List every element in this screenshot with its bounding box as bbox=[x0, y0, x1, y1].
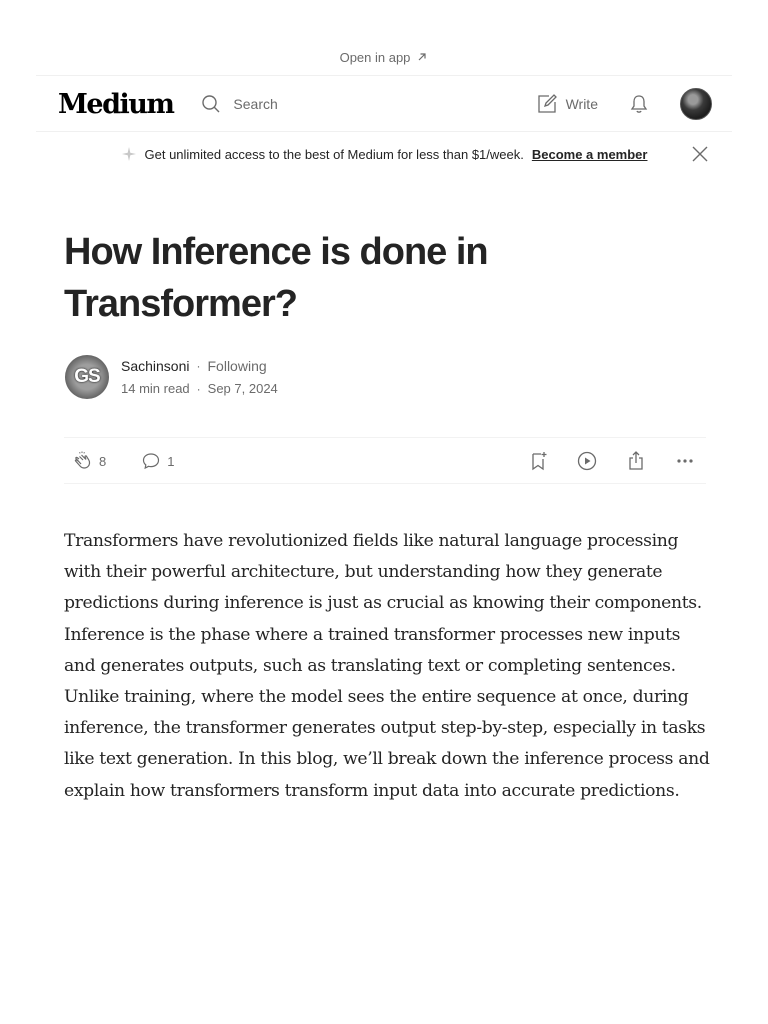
responses-button[interactable] bbox=[140, 450, 174, 472]
clap-count: 8 bbox=[99, 453, 107, 469]
article-title: How Inference is done in Transformer? bbox=[64, 231, 488, 325]
open-in-app-label: Open in app bbox=[339, 49, 411, 65]
write-button[interactable] bbox=[536, 93, 598, 115]
author-avatar[interactable]: GS bbox=[65, 355, 109, 399]
close-icon[interactable] bbox=[690, 144, 710, 164]
following-button[interactable]: Following bbox=[207, 358, 267, 374]
share-icon[interactable] bbox=[625, 450, 647, 472]
clap-icon bbox=[72, 450, 94, 472]
clap-button[interactable] bbox=[72, 450, 106, 472]
become-member-link[interactable]: Become a member bbox=[531, 146, 648, 162]
separator-dot: · bbox=[196, 359, 201, 373]
more-icon[interactable] bbox=[674, 450, 696, 472]
notifications-button[interactable] bbox=[628, 93, 650, 115]
banner-text: Get unlimited access to the best of Medium for less than $1/week. bbox=[144, 146, 524, 162]
article-actions-bar bbox=[64, 446, 706, 476]
arrow-up-right-icon bbox=[416, 51, 428, 63]
bookmark-icon[interactable] bbox=[527, 450, 549, 472]
separator-dot: · bbox=[196, 381, 201, 396]
article-body-paragraph: Transformers have revolutionized fields like natural language processing with their powerful architecture, but understanding how they generate predictions during inference is just as crucial as knowing their components. Inference is the phase where a trained transformer processes new inputs and generates outputs, such as translating text or completing sentences. Unlike training, where the model sees the entire sequence at once, during inference, the transformer generates output step-by-step, especially in tasks like text generation. In this blog, we’ll break down the inference process and explain how transformers transform input data into accurate predictions. bbox=[64, 531, 710, 801]
open-in-app-link[interactable] bbox=[0, 44, 768, 70]
search-input[interactable] bbox=[201, 94, 277, 114]
author-name[interactable]: Sachinsoni bbox=[121, 358, 190, 374]
medium-logo[interactable]: Medium bbox=[58, 88, 174, 120]
response-count: 1 bbox=[167, 453, 175, 469]
publish-date: Sep 7, 2024 bbox=[207, 381, 278, 396]
actions-bottom-divider bbox=[64, 483, 706, 484]
user-avatar[interactable] bbox=[680, 88, 712, 120]
search-placeholder: Search bbox=[233, 96, 278, 112]
actions-top-divider bbox=[64, 437, 706, 438]
bell-icon bbox=[628, 93, 650, 115]
top-navbar bbox=[36, 78, 732, 130]
membership-banner bbox=[0, 140, 768, 168]
author-block bbox=[65, 355, 278, 399]
edit-icon bbox=[536, 93, 558, 115]
top-divider bbox=[36, 75, 732, 76]
play-icon[interactable] bbox=[576, 450, 598, 472]
write-label: Write bbox=[565, 96, 598, 112]
read-time: 14 min read bbox=[121, 381, 190, 396]
search-icon bbox=[201, 94, 221, 114]
sparkle-icon bbox=[121, 146, 137, 162]
comment-icon bbox=[140, 450, 162, 472]
header-divider bbox=[36, 131, 732, 132]
